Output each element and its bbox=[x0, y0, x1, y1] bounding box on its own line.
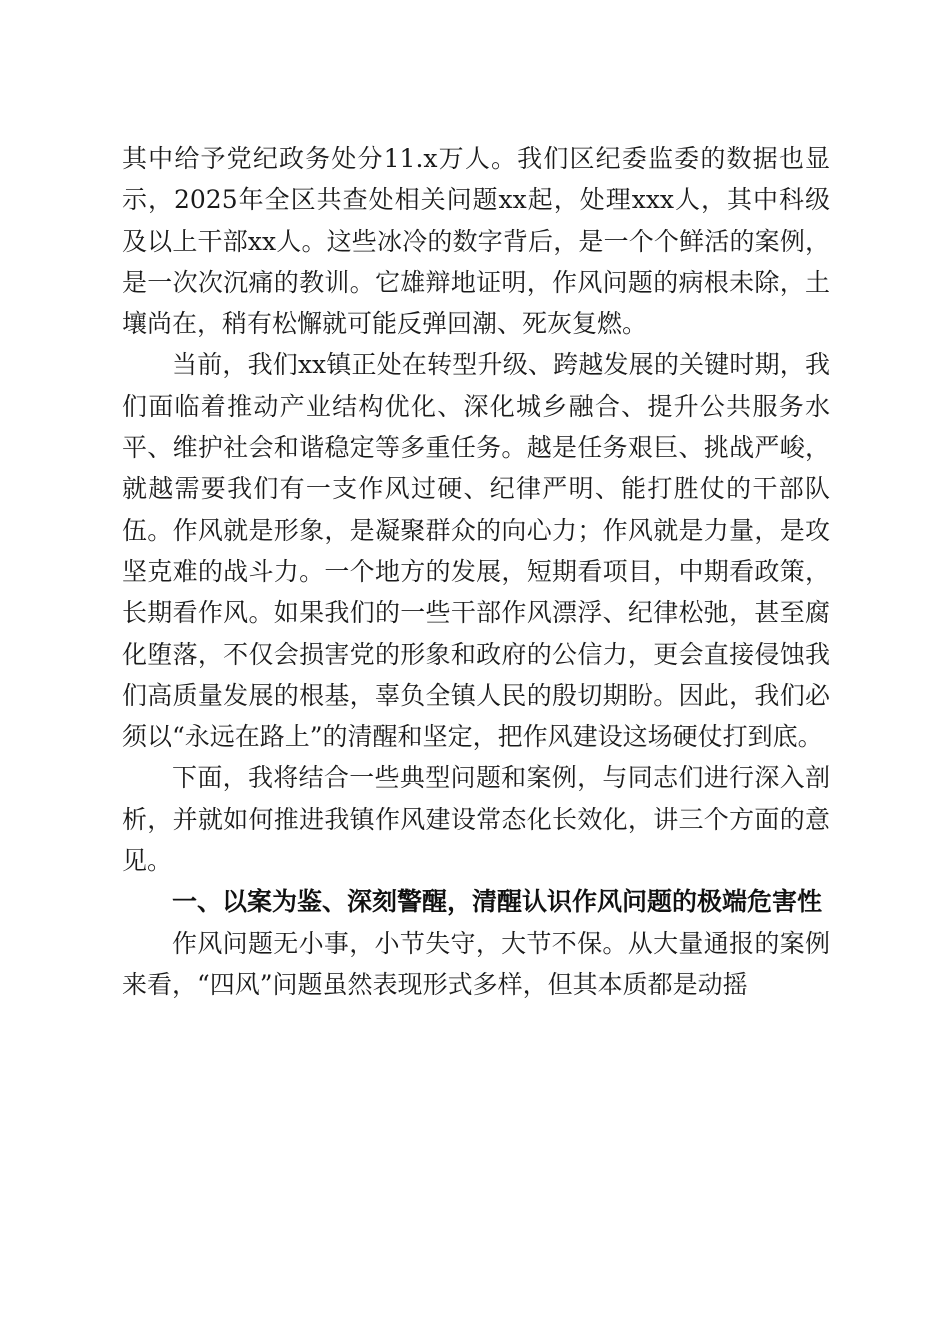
paragraph-continued: 其中给予党纪政务处分11.x万人。我们区纪委监委的数据也显示，2025年全区共查处相关问题xx起，处理xxx人，其中科级及以上干部xx人。这些冰冷的数字背后，是一个个鲜活的案例，是一次次沉痛的教训。它雄辩地证明，作风问题的病根未除，土壤尚在，稍有松懈就可能反弹回潮、死灰复燃。 bbox=[122, 144, 830, 339]
document-body bbox=[122, 138, 830, 1005]
paragraph-current-situation: 当前，我们xx镇正处在转型升级、跨越发展的关键时期，我们面临着推动产业结构优化、深化城乡融合、提升公共服务水平、维护社会和谐稳定等多重任务。越是任务艰巨、挑战严峻，就越需要我们有一支作风过硬、纪律严明、能打胜仗的干部队伍。作风就是形象，是凝聚群众的向心力；作风就是力量，是攻坚克难的战斗力。一个地方的发展，短期看项目，中期看政策，长期看作风。如果我们的一些干部作风漂浮、纪律松弛，甚至腐化堕落，不仅会损害党的形象和政府的公信力，更会直接侵蚀我们高质量发展的根基，辜负全镇人民的殷切期盼。因此，我们必须以“永远在路上”的清醒和坚定，把作风建设这场硬仗打到底。 bbox=[122, 350, 830, 752]
paragraph-outline: 下面，我将结合一些典型问题和案例，与同志们进行深入剖析，并就如何推进我镇作风建设常态化长效化，讲三个方面的意见。 bbox=[122, 763, 830, 876]
section-heading: 一、以案为鉴、深刻警醒，清醒认识作风问题的极端危害性 bbox=[172, 887, 823, 917]
paragraph-section-intro: 作风问题无小事，小节失守，大节不保。从大量通报的案例来看，“四风”问题虽然表现形式多样，但其本质都是动摇 bbox=[122, 928, 830, 999]
